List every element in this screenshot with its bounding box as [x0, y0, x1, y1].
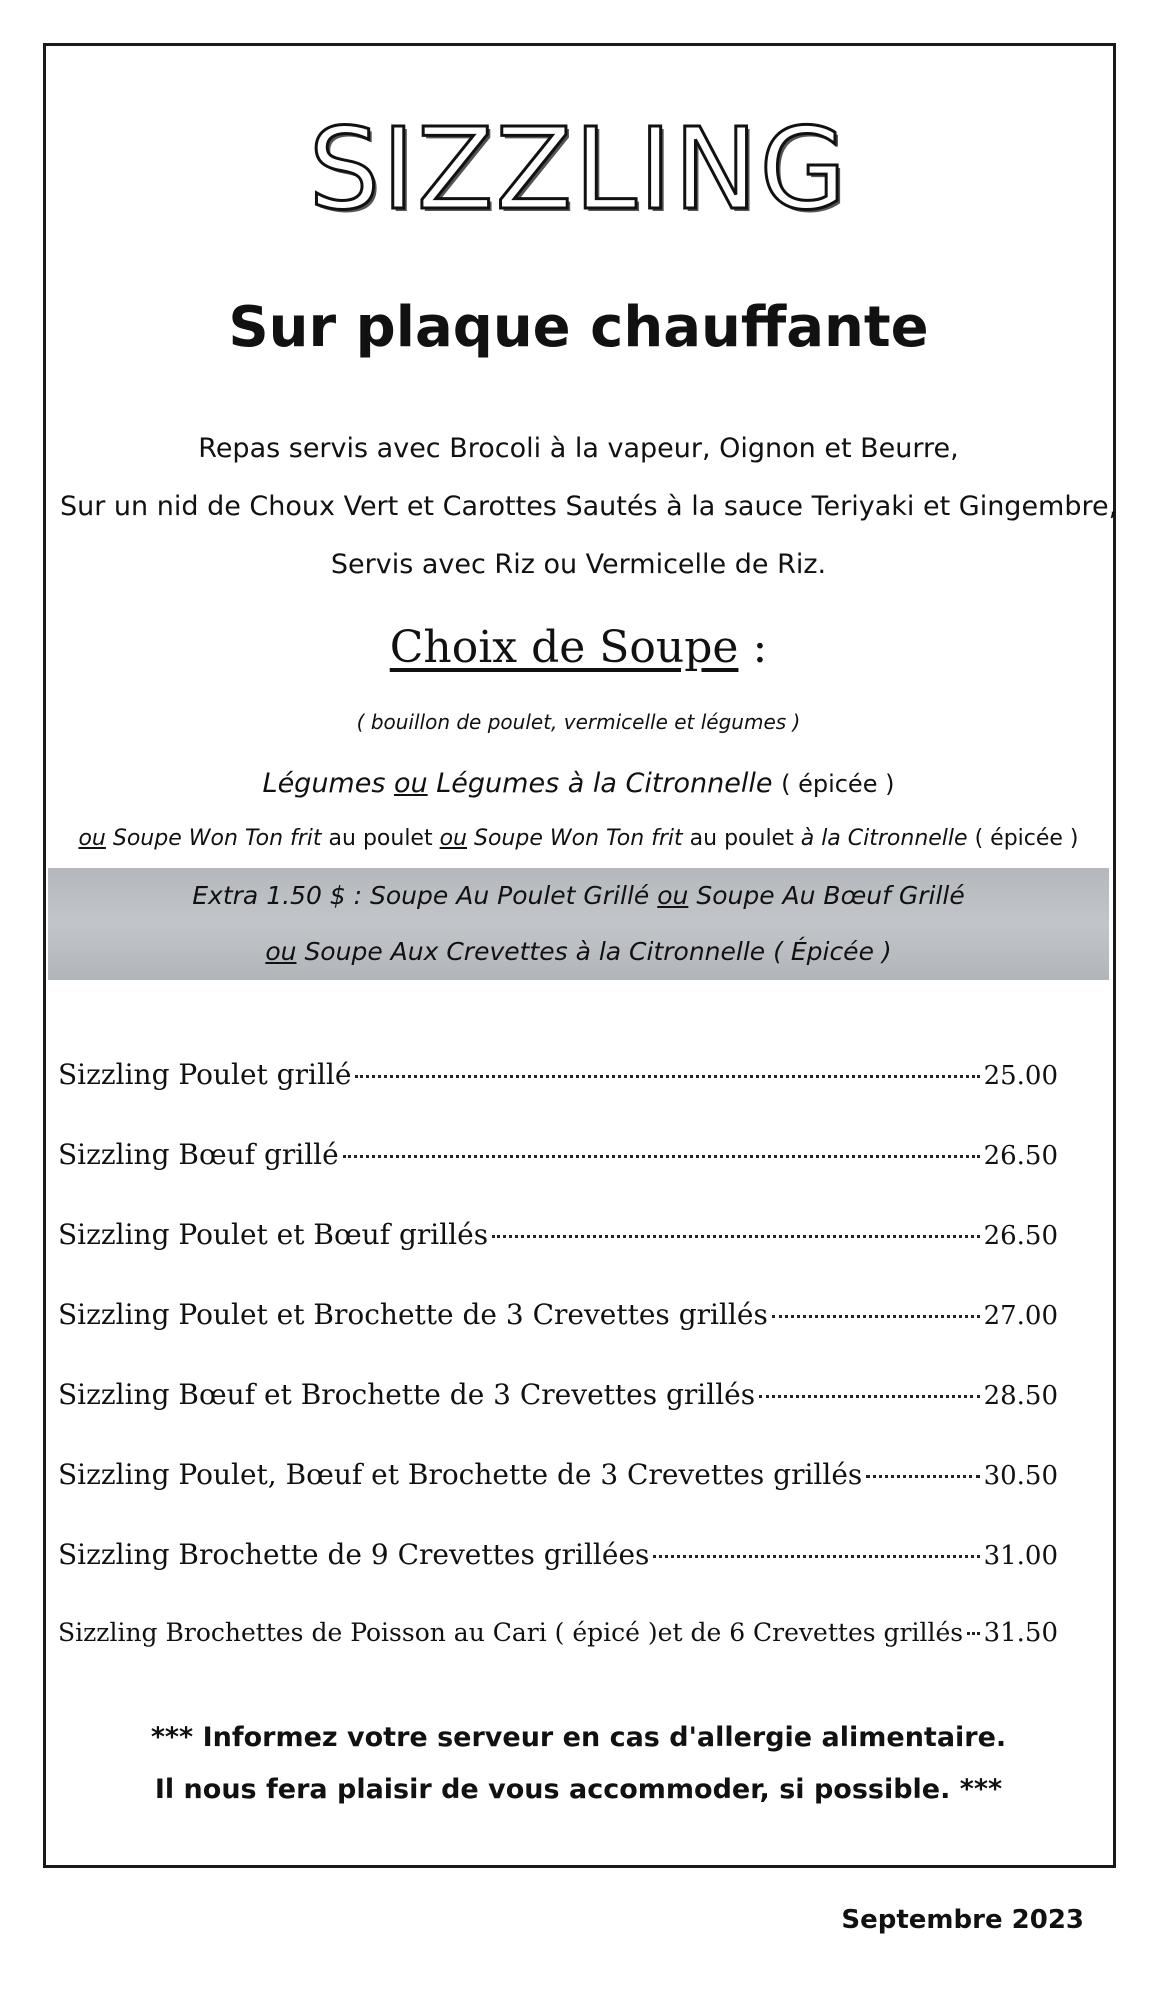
soup-options-line-2: [20, 826, 1137, 851]
dot-leader: [772, 1315, 980, 1318]
extra-option: Soupe Aux Crevettes à la Citronnelle ( Épicée ): [304, 937, 892, 966]
menu-title: SIZZLING: [308, 105, 849, 235]
menu-date: Septembre 2023: [841, 1905, 1084, 1935]
or-text: ou: [394, 768, 428, 799]
extra-line-2: [48, 924, 1109, 980]
menu-items-list: [58, 1058, 1058, 1698]
soup-option-detail: au poulet: [328, 826, 433, 851]
dot-leader: [866, 1475, 979, 1478]
menu-item: [58, 1298, 1058, 1378]
allergy-line: *** Informez votre serveur en cas d'allergie alimentaire.: [150, 1722, 1007, 1753]
soup-option: Légumes à la Citronnelle: [436, 768, 773, 799]
intro-line: Servis avec Riz ou Vermicelle de Riz.: [330, 549, 827, 580]
dot-leader: [343, 1155, 980, 1158]
item-price: 30.50: [983, 1461, 1058, 1491]
menu-item: [58, 1458, 1058, 1538]
item-name: Sizzling Poulet, Bœuf et Brochette de 3 Crevettes grillés: [58, 1458, 863, 1491]
menu-item: [58, 1538, 1058, 1618]
item-price: 31.50: [983, 1618, 1058, 1648]
extra-option: Extra 1.50 $ : Soupe Au Poulet Grillé: [192, 881, 650, 910]
item-price: 28.50: [983, 1381, 1058, 1411]
soup-options-line-1: [0, 768, 1157, 799]
extra-option: Soupe Au Bœuf Grillé: [696, 881, 965, 910]
item-name: Sizzling Poulet grillé: [58, 1058, 352, 1091]
item-price: 25.00: [983, 1061, 1058, 1091]
soup-heading: [0, 622, 1157, 673]
or-text: ou: [265, 937, 297, 966]
intro-text: [60, 420, 1118, 594]
menu-item: [58, 1058, 1058, 1138]
allergy-notice: [0, 1712, 1157, 1816]
menu-item: [58, 1138, 1058, 1218]
soup-option: Soupe Won Ton frit: [112, 826, 322, 851]
item-name: Sizzling Bœuf grillé: [58, 1138, 339, 1171]
extra-line-1: [48, 868, 1109, 924]
item-name: Sizzling Brochette de 9 Crevettes grillées: [58, 1538, 650, 1571]
or-text: ou: [657, 881, 689, 910]
dot-leader: [492, 1235, 979, 1238]
intro-line: Repas servis avec Brocoli à la vapeur, Oignon et Beurre,: [198, 433, 959, 464]
or-text: ou: [439, 826, 467, 851]
menu-subtitle: Sur plaque chauffante: [228, 295, 929, 360]
soup-option: Soupe Won Ton frit: [474, 826, 683, 851]
or-text: ou: [78, 826, 106, 851]
menu-item: [58, 1378, 1058, 1458]
soup-heading-text: Choix de Soupe: [389, 622, 739, 673]
menu-item: [58, 1218, 1058, 1298]
dot-leader: [759, 1395, 979, 1398]
item-price: 26.50: [983, 1221, 1058, 1251]
item-price: 26.50: [983, 1141, 1058, 1171]
soup-option-detail: au poulet: [689, 826, 794, 851]
allergy-line: Il nous fera plaisir de vous accommoder, si possible. ***: [154, 1774, 1003, 1805]
dot-leader: [355, 1075, 979, 1078]
menu-item: [58, 1618, 1058, 1698]
item-price: 27.00: [983, 1301, 1058, 1331]
item-name: Sizzling Poulet et Brochette de 3 Crevettes grillés: [58, 1298, 768, 1331]
soup-note: ( bouillon de poulet, vermicelle et légumes ): [356, 710, 801, 734]
soup-option-detail: à la Citronnelle: [800, 826, 968, 851]
intro-line: Sur un nid de Choux Vert et Carottes Sautés à la sauce Teriyaki et Gingembre,: [60, 491, 1118, 522]
soup-option: Légumes: [262, 768, 386, 799]
item-name: Sizzling Poulet et Bœuf grillés: [58, 1218, 489, 1251]
item-price: 31.00: [983, 1541, 1058, 1571]
soup-heading-colon: :: [752, 622, 768, 673]
item-name: Sizzling Bœuf et Brochette de 3 Crevettes grillés: [58, 1378, 756, 1411]
dot-leader: [967, 1632, 979, 1635]
item-name: Sizzling Brochettes de Poisson au Cari ( épicé )et de 6 Crevettes grillés: [58, 1618, 964, 1647]
dot-leader: [653, 1555, 979, 1558]
spice-note: ( épicée ): [781, 770, 895, 798]
spice-note: ( épicée ): [974, 826, 1079, 851]
extra-soup-banner: [48, 868, 1109, 980]
